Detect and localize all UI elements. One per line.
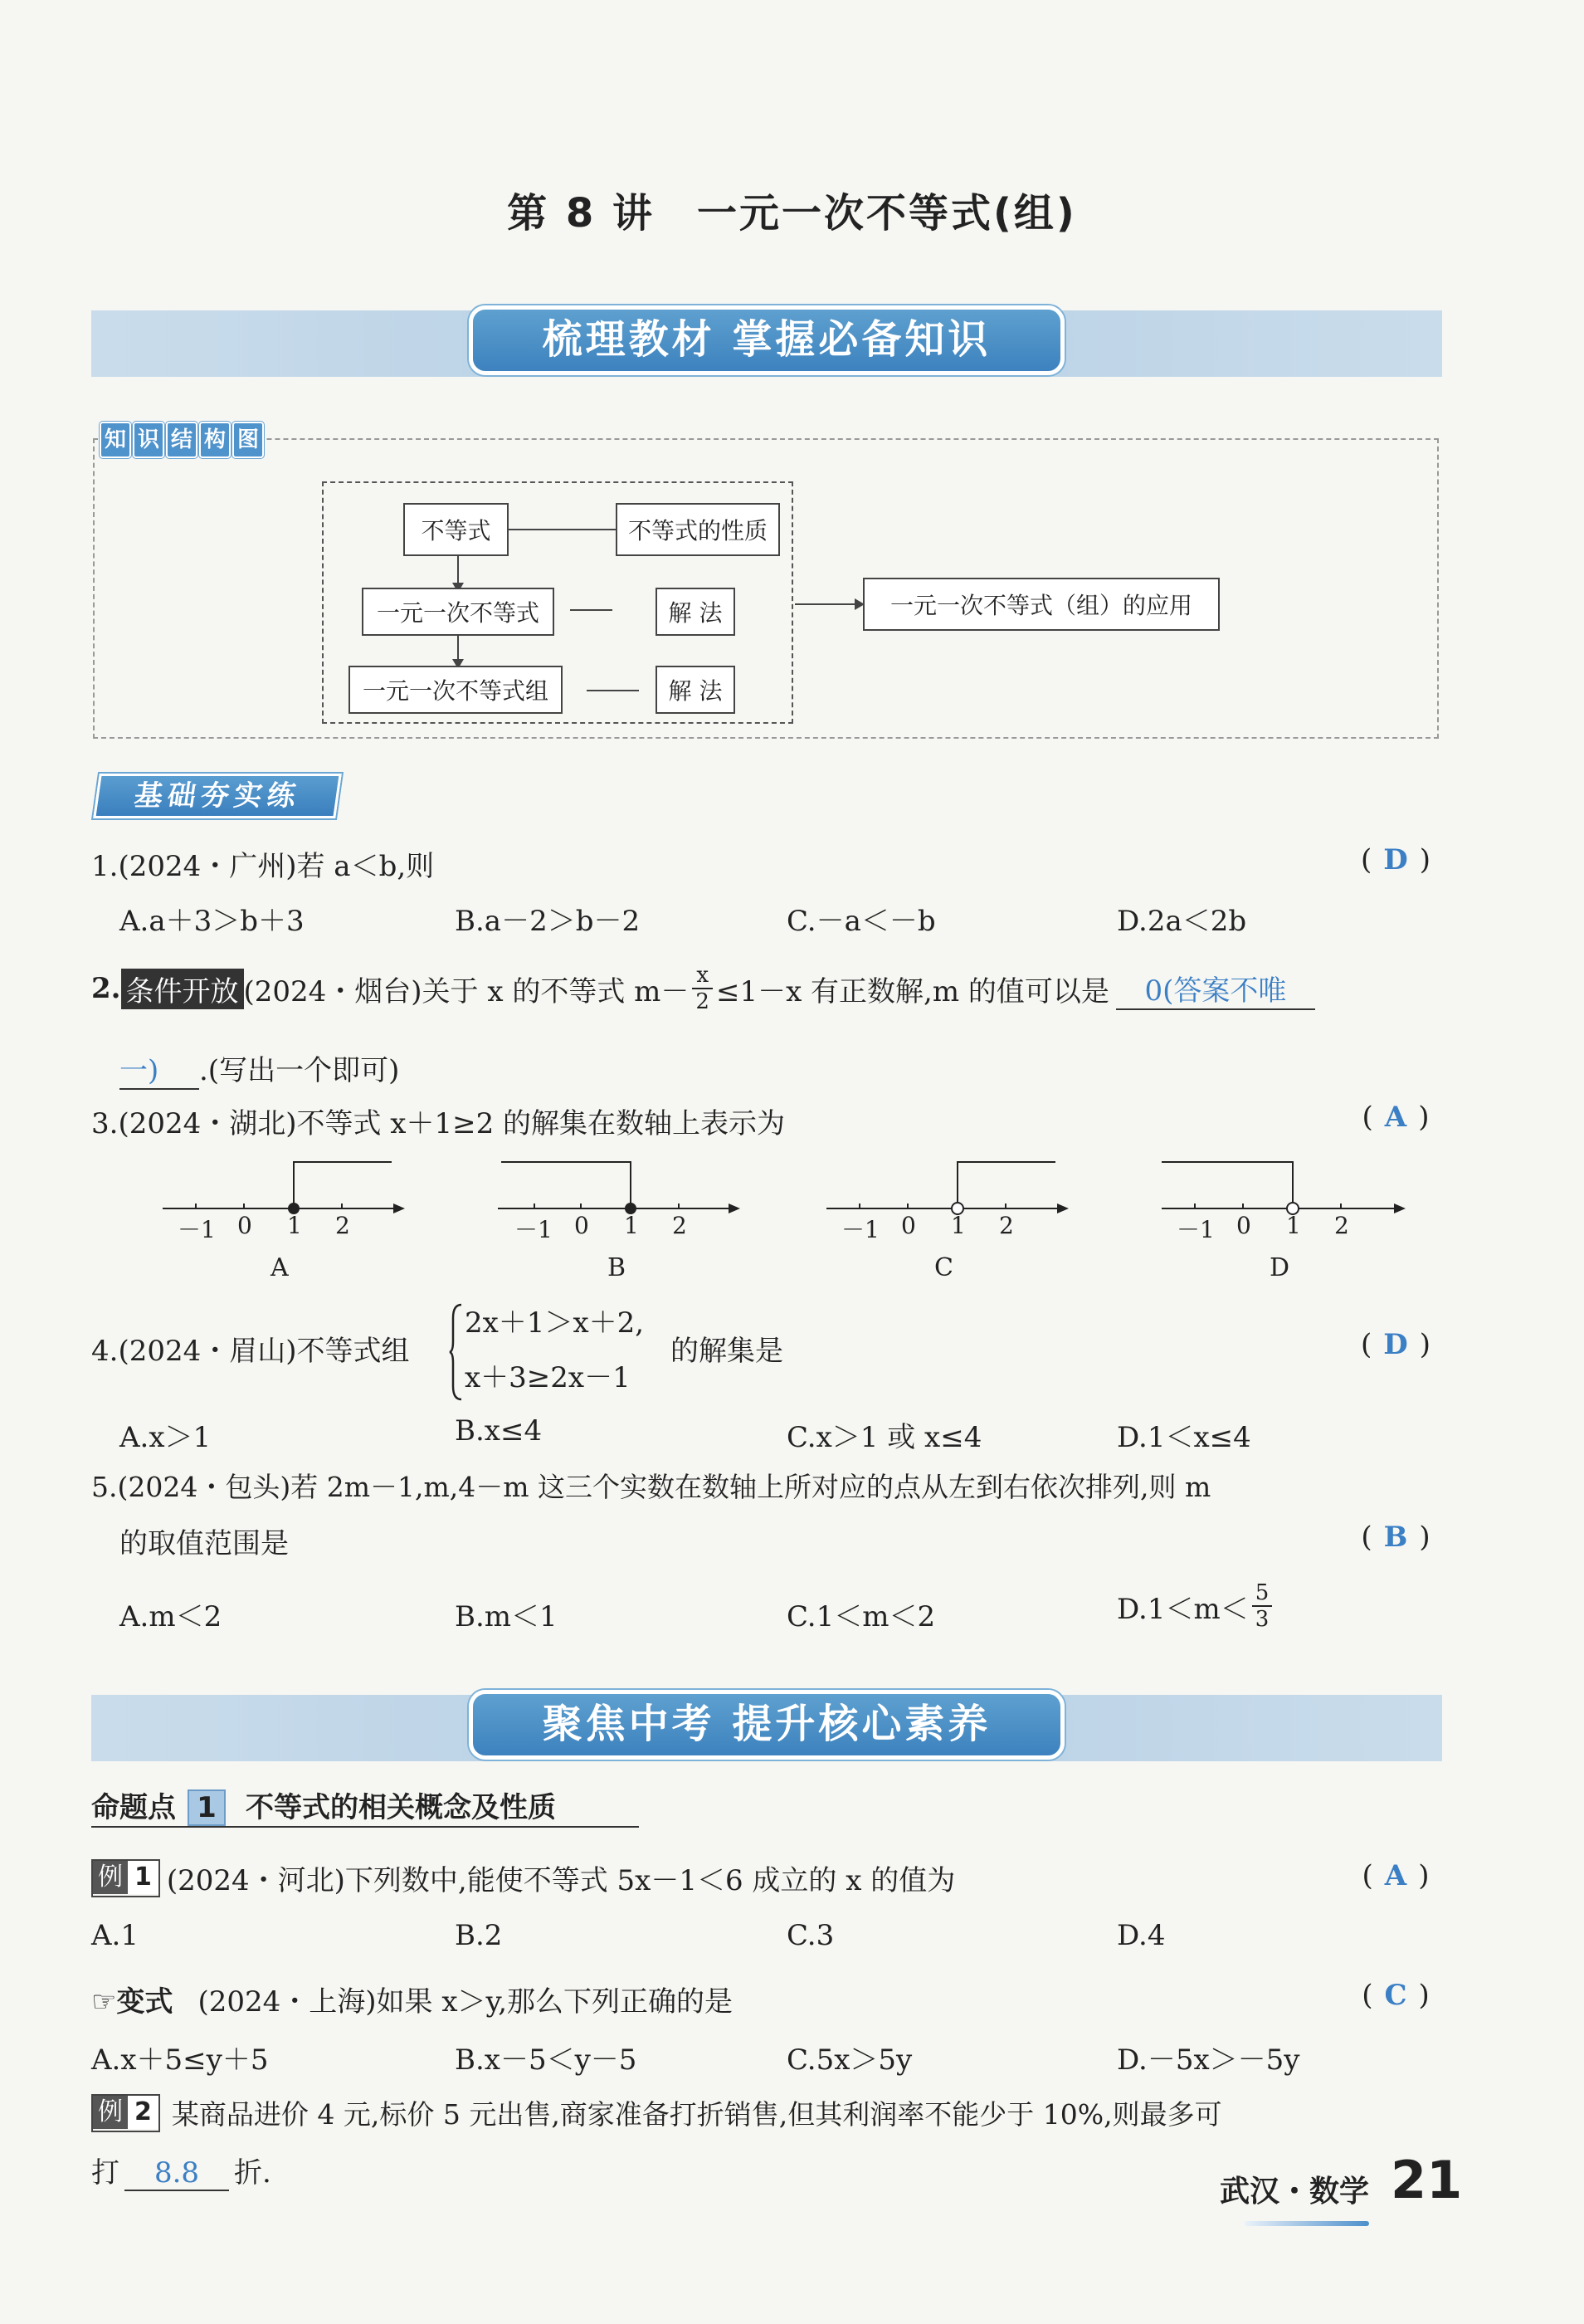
ex-label-num: 2 [128,2096,158,2129]
var1-option-c: C.5x＞5y [787,2043,913,2077]
tick-label: 2 [1334,1212,1349,1239]
number-line-label-b: B [607,1253,626,1282]
tick-label: 0 [237,1212,252,1239]
q5-option-d-fraction [1252,1580,1273,1632]
banner-2-title: 聚焦中考 提升核心素养 [469,1690,1065,1760]
q1-option-c: C.－a＜－b [787,905,936,938]
kg-tag-char: 识 [133,422,164,458]
q4-option-b: B.x≤4 [455,1414,543,1448]
tick-label: 1 [287,1212,302,1239]
topic-underline [91,1826,639,1828]
number-line-b [498,1162,740,1214]
ex-label-char: 例 [93,1861,128,1894]
question-2-stem [91,963,1315,1014]
number-line-d [1162,1162,1406,1214]
example-1-text: (2024・河北)下列数中,能使不等式 5x－1＜6 成立的 x 的值为 [166,1864,956,1897]
kg-tag-char: 图 [232,422,264,458]
answer-value: A [1384,1859,1407,1892]
q4-system-line-2: x＋3≥2x－1 [465,1361,631,1394]
tick-label: 2 [335,1212,350,1239]
q1-option-d: D.2a＜2b [1117,905,1247,938]
node-inequality: 不等式 [403,503,509,556]
q1-option-a: A.a＋3＞b＋3 [119,905,305,938]
topic-label: 命题点 [91,1791,176,1824]
tick-label: －1 [1177,1216,1215,1243]
graph-connectors [0,0,1584,747]
tick-label: 2 [672,1212,687,1239]
answer-value: D [1383,1328,1408,1361]
tick-label: 1 [951,1212,966,1239]
question-5-line-1: 5.(2024・包头)若 2m－1,m,4－m 这三个实数在数轴上所对应的点从左到右依次排列,则 m [91,1471,1211,1503]
number-line-a [163,1162,405,1214]
question-4-answer: ( D ) [1360,1328,1430,1361]
question-3-stem: 3.(2024・湖北)不等式 x＋1≥2 的解集在数轴上表示为 [91,1107,786,1140]
node-solution-method-1: 解 法 [656,588,735,636]
topic-title: 不等式的相关概念及性质 [246,1791,556,1824]
tick-label: 0 [1236,1212,1251,1239]
ex-label-num: 1 [128,1861,158,1894]
q2-tail: .(写出一个即可) [199,1054,400,1087]
q2-open-tag: 条件开放 [121,969,244,1009]
var1-option-a: A.x＋5≤y＋5 [91,2043,269,2077]
tick-label: －1 [178,1216,216,1243]
example-1-answer: ( A ) [1362,1859,1430,1892]
ex2-post: 折. [234,2156,271,2190]
node-inequality-properties: 不等式的性质 [616,503,780,556]
question-3-answer: ( A ) [1362,1101,1430,1134]
q2-number: 2. [91,972,121,1005]
answer-value: D [1383,843,1408,876]
ex2-pre: 打 [91,2156,119,2190]
example-1-stem [91,1858,955,1898]
q4-system-line-1: 2x＋1＞x＋2, [465,1306,645,1340]
q2-text-post: ≤1－x 有正数解,m 的值可以是 [715,974,1109,1008]
tick-label: －1 [841,1216,880,1243]
ex1-option-b: B.2 [455,1919,503,1952]
q4-option-a: A.x＞1 [119,1421,212,1454]
frac-denominator: 2 [695,989,709,1014]
question-1-stem: 1.(2024・广州)若 a＜b,则 [91,850,435,883]
example-2-text: 某商品进价 4 元,标价 5 元出售,商家准备打折销售,但其利润率不能少于 10%,则最多可 [171,2098,1222,2131]
number-line-label-d: D [1270,1253,1290,1282]
variant-1-stem [91,1979,733,2019]
question-2-continued [119,1047,399,1090]
q1-option-b: B.a－2＞b－2 [455,905,641,938]
frac-denominator: 3 [1255,1607,1270,1632]
question-4-pre: 4.(2024・眉山)不等式组 [91,1335,410,1368]
kg-tag-char: 结 [166,422,197,458]
number-line-label-c: C [934,1253,953,1282]
variant-1-answer: ( C ) [1362,1979,1430,2012]
banner-1-title: 梳理教材 掌握必备知识 [469,305,1065,375]
footer-decoration [1245,2221,1369,2226]
answer-value: A [1384,1101,1407,1134]
tick-label: 1 [1286,1212,1301,1239]
example-1-label [91,1859,160,1897]
topic-number: 1 [188,1789,226,1826]
variant-text: (2024・上海)如果 x＞y,那么下列正确的是 [197,1985,734,2019]
q4-option-d: D.1＜x≤4 [1117,1421,1251,1454]
question-1-answer: ( D ) [1360,843,1430,876]
footer-book-title: 武汉・数学 [1220,2175,1370,2209]
answer-value: C [1384,1979,1407,2012]
pointing-hand-icon: ☞ [91,1985,117,2019]
node-application: 一元一次不等式（组）的应用 [863,578,1220,631]
example-2-stem [91,2093,1222,2132]
ex1-option-d: D.4 [1117,1919,1166,1952]
topic-heading [91,1784,556,1826]
page-title: 第 8 讲 一元一次不等式(组) [507,190,1077,237]
var1-option-d: D.－5x＞－5y [1117,2043,1300,2077]
section-banner-2 [91,1695,1442,1761]
answer-value: B [1383,1521,1408,1554]
q2-answer-blank-1: 0(答案不唯 [1116,968,1315,1010]
kg-tag-char: 构 [199,422,231,458]
q5-option-c: C.1＜m＜2 [787,1600,936,1633]
number-line-label-a: A [270,1253,289,1282]
example-2-continued [91,2150,271,2191]
node-solution-method-2: 解 法 [656,666,735,714]
tick-label: 0 [574,1212,589,1239]
system-brace [448,1301,465,1403]
question-5-answer: ( B ) [1361,1521,1430,1554]
tick-label: 0 [901,1212,916,1239]
number-line-c [826,1162,1069,1214]
ex2-answer-blank: 8.8 [124,2156,229,2191]
q2-text-pre: (2024・烟台)关于 x 的不等式 m－ [243,974,690,1008]
node-linear-inequality: 一元一次不等式 [362,588,554,636]
tick-label: 2 [999,1212,1014,1239]
tick-label: －1 [514,1216,553,1243]
q2-fraction [692,963,713,1014]
q4-option-c: C.x＞1 或 x≤4 [787,1421,982,1454]
question-4-post: 的解集是 [670,1335,783,1368]
basic-practice-tag: 基础夯实练 [93,774,342,818]
ex-label-char: 例 [93,2096,128,2129]
tick-label: 1 [624,1212,639,1239]
q5-option-d [1117,1580,1275,1632]
q5-option-a: A.m＜2 [119,1600,222,1633]
example-2-label [91,2094,160,2132]
frac-numerator: 5 [1252,1580,1273,1607]
q2-answer-blank-2: 一) [119,1047,199,1090]
question-5-line-2: 的取值范围是 [119,1527,289,1560]
node-linear-inequality-system: 一元一次不等式组 [348,666,563,714]
page-number: 21 [1391,2150,1463,2210]
kg-tag-char: 知 [100,422,131,458]
var1-option-b: B.x－5＜y－5 [455,2043,637,2077]
frac-numerator: x [692,963,713,989]
ex1-option-c: C.3 [787,1919,835,1952]
variant-label: 变式 [116,1985,173,2019]
q5-option-d-text: D.1＜m＜ [1117,1592,1249,1626]
q5-option-b: B.m＜1 [455,1600,558,1633]
ex1-option-a: A.1 [91,1919,139,1952]
